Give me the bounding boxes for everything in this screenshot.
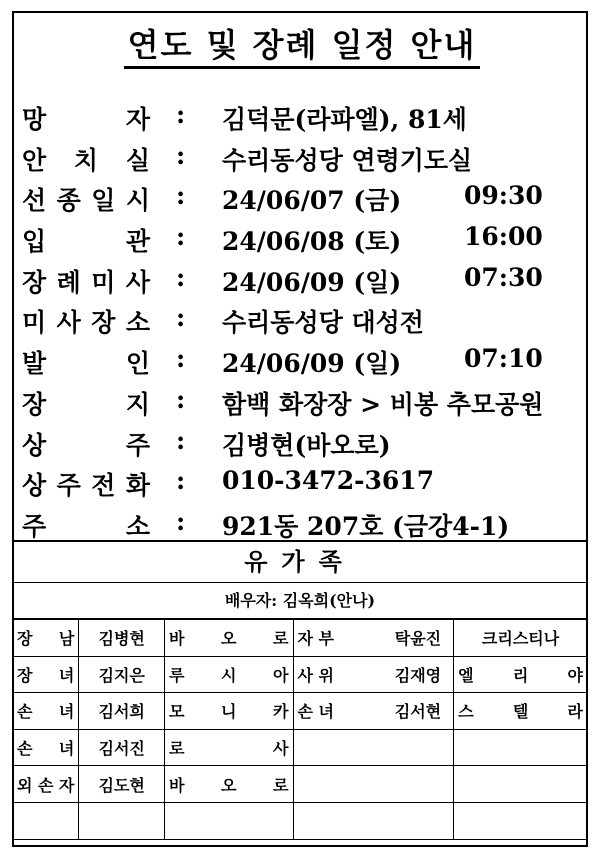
info-label	[22, 100, 150, 136]
info-row	[14, 177, 574, 218]
baptismal-name2-cell-char: 엘	[458, 665, 474, 685]
info-label	[22, 141, 150, 177]
relation-cell-char: 녀	[58, 702, 75, 722]
info-label-char: 주	[56, 471, 81, 501]
relation-cell-char: 녀	[58, 739, 75, 759]
relation2-cell	[293, 620, 454, 657]
info-value: 24/06/09 (일)	[222, 349, 402, 379]
name-cell: 김병현	[79, 620, 165, 657]
info-label	[22, 466, 150, 502]
info-colon: :	[176, 344, 186, 374]
spouse-line: 배우자: 김옥희(안나)	[12, 583, 588, 619]
name-cell	[79, 802, 165, 839]
baptismal-name2-cell-char: 텔	[512, 702, 529, 722]
baptismal-name2-cell	[454, 729, 588, 766]
relation-cell-char: 손	[37, 775, 54, 795]
family-row	[13, 656, 588, 693]
baptismal-name-cell-char: 오	[221, 775, 237, 795]
family-table	[12, 619, 588, 840]
relation-cell-char: 자	[58, 775, 75, 795]
relation-cell	[13, 766, 79, 803]
info-row	[14, 137, 574, 178]
info-label	[22, 344, 150, 380]
info-label-char: 망	[22, 105, 47, 134]
info-label	[22, 385, 150, 421]
info-label	[22, 303, 150, 339]
info-label	[22, 507, 150, 543]
relation2-cell	[293, 729, 454, 766]
relation2-cell	[293, 656, 454, 693]
info-label-char: 입	[22, 227, 47, 257]
info-value: 수리동성당 대성전	[222, 308, 424, 338]
info-time: 07:10	[464, 344, 543, 374]
info-label-char: 례	[56, 267, 81, 297]
page-title: 연도 및 장례 일정 안내	[0, 20, 604, 66]
info-colon: :	[176, 140, 186, 170]
info-value: 김병현(바오로)	[222, 430, 391, 460]
relation2-cell	[293, 693, 454, 730]
info-label-char: 화	[125, 471, 150, 501]
baptismal-name-cell-char: 시	[221, 665, 237, 685]
baptismal-name-cell-char: 바	[169, 629, 185, 649]
baptismal-name-cell-char: 로	[273, 629, 289, 649]
relation2-cell	[293, 766, 454, 803]
name-cell: 김서희	[79, 693, 165, 730]
baptismal-name-cell-char: 루	[169, 665, 185, 685]
info-label-char: 소	[125, 511, 150, 541]
info-label-char: 장	[22, 389, 47, 419]
relation2-label: 자 부	[297, 629, 334, 649]
info-label-char: 사	[125, 267, 150, 297]
info-label-char: 일	[91, 186, 116, 216]
relation-cell-char: 손	[17, 739, 33, 759]
baptismal-name-cell-char: 로	[169, 739, 185, 759]
info-value: 24/06/07 (금)	[222, 186, 402, 216]
family-row	[13, 729, 588, 766]
info-label-char: 종	[56, 186, 81, 216]
baptismal-name-cell-char: 바	[169, 775, 185, 795]
baptismal-name-cell-char: 모	[169, 702, 185, 722]
family-heading: 유가족	[12, 540, 588, 583]
info-row	[14, 259, 574, 300]
family-row	[13, 766, 588, 803]
info-label-char: 장	[91, 308, 116, 338]
name-cell: 김지은	[79, 656, 165, 693]
info-colon: :	[176, 100, 186, 129]
info-label-char: 실	[125, 145, 150, 175]
info-label-char: 시	[125, 186, 150, 216]
info-value: 24/06/09 (일)	[222, 267, 402, 297]
baptismal-name-cell-char: 오	[221, 629, 237, 649]
info-label-char: 지	[125, 389, 150, 419]
baptismal-name-cell-char: 카	[273, 702, 289, 722]
baptismal-name2-cell	[454, 656, 588, 693]
baptismal-name-cell-char: 니	[221, 702, 237, 722]
info-label-char: 사	[56, 308, 81, 338]
relation-cell-char: 손	[17, 702, 33, 722]
info-row	[14, 503, 574, 544]
baptismal-name-cell-char: 사	[273, 739, 289, 759]
baptismal-name2-cell-char: 야	[567, 665, 583, 685]
name2-label: 김재영	[394, 665, 442, 685]
baptismal-name2-cell	[454, 693, 588, 730]
info-row	[14, 462, 574, 503]
info-row	[14, 422, 574, 463]
info-colon: :	[176, 466, 186, 496]
relation2-label: 손 녀	[297, 702, 334, 722]
info-time: 09:30	[464, 181, 543, 211]
baptismal-name2-cell-char: 라	[567, 702, 583, 722]
info-label-char: 상	[22, 430, 47, 460]
info-label-char: 전	[91, 471, 116, 501]
info-label-char: 발	[22, 349, 47, 379]
relation-cell-char: 장	[17, 629, 33, 649]
funeral-info-list	[14, 96, 574, 544]
info-colon: :	[176, 181, 186, 211]
info-value: 24/06/08 (토)	[222, 227, 402, 257]
info-label-char: 주	[22, 511, 47, 541]
baptismal-name-cell	[165, 729, 293, 766]
info-label	[22, 222, 150, 258]
baptismal-name2-cell	[454, 802, 588, 839]
info-label	[22, 263, 150, 299]
info-label-char: 주	[125, 430, 150, 460]
info-label-char: 미	[91, 267, 116, 297]
relation-cell	[13, 802, 79, 839]
info-value: 010-3472-3617	[222, 466, 435, 496]
info-label-char: 소	[125, 308, 150, 338]
baptismal-name-cell	[165, 693, 293, 730]
relation-cell	[13, 620, 79, 657]
relation2-cell	[293, 802, 454, 839]
info-time: 07:30	[464, 262, 543, 292]
info-label-char: 치	[73, 145, 99, 175]
info-value: 수리동성당 연령기도실	[222, 145, 473, 175]
relation2-label: 사 위	[297, 665, 334, 685]
relation-cell-char: 남	[58, 629, 75, 649]
name-cell: 김서진	[79, 729, 165, 766]
info-label	[22, 181, 150, 217]
info-label	[22, 426, 150, 462]
baptismal-name2-cell-char: 크리스티나	[481, 629, 560, 649]
baptismal-name2-cell	[454, 620, 588, 657]
name2-label: 탁윤진	[394, 629, 442, 649]
info-row	[14, 96, 574, 137]
relation-cell	[13, 729, 79, 766]
baptismal-name2-cell-char: 리	[512, 665, 529, 685]
info-label-char: 안	[22, 145, 47, 175]
baptismal-name2-cell-char: 스	[458, 702, 474, 722]
info-colon: :	[176, 425, 186, 455]
baptismal-name-cell-char: 아	[273, 665, 289, 685]
info-label-char: 장	[22, 267, 47, 297]
info-label-char: 관	[125, 227, 150, 257]
baptismal-name-cell	[165, 656, 293, 693]
info-colon: :	[176, 222, 186, 252]
family-row	[13, 693, 588, 730]
info-row	[14, 381, 574, 422]
info-time: 16:00	[464, 222, 543, 252]
relation-cell-char: 장	[17, 665, 33, 685]
info-colon: :	[176, 303, 186, 333]
info-label-char: 자	[125, 105, 150, 134]
info-value: 함백 화장장 > 비봉 추모공원	[222, 389, 544, 419]
info-label-char: 선	[22, 186, 47, 216]
relation-cell	[13, 693, 79, 730]
info-value: 김덕문(라파엘), 81세	[222, 105, 467, 134]
info-colon: :	[176, 262, 186, 292]
name2-label: 김서현	[394, 702, 442, 722]
baptismal-name-cell	[165, 620, 293, 657]
info-colon: :	[176, 506, 186, 536]
info-row	[14, 218, 574, 259]
info-row	[14, 299, 574, 340]
info-colon: :	[176, 384, 186, 414]
family-row	[13, 620, 588, 657]
baptismal-name-cell	[165, 766, 293, 803]
baptismal-name-cell-char: 로	[273, 775, 289, 795]
info-label-char: 상	[22, 471, 47, 501]
relation-cell-char: 녀	[58, 665, 75, 685]
name-cell: 김도현	[79, 766, 165, 803]
relation-cell	[13, 656, 79, 693]
info-value: 921동 207호 (금강4-1)	[222, 511, 510, 541]
baptismal-name2-cell	[454, 766, 588, 803]
info-label-char: 인	[125, 349, 150, 379]
baptismal-name-cell	[165, 802, 293, 839]
info-label-char: 미	[22, 308, 47, 338]
family-row	[13, 802, 588, 839]
info-row	[14, 340, 574, 381]
relation-cell-char: 외	[17, 775, 33, 795]
